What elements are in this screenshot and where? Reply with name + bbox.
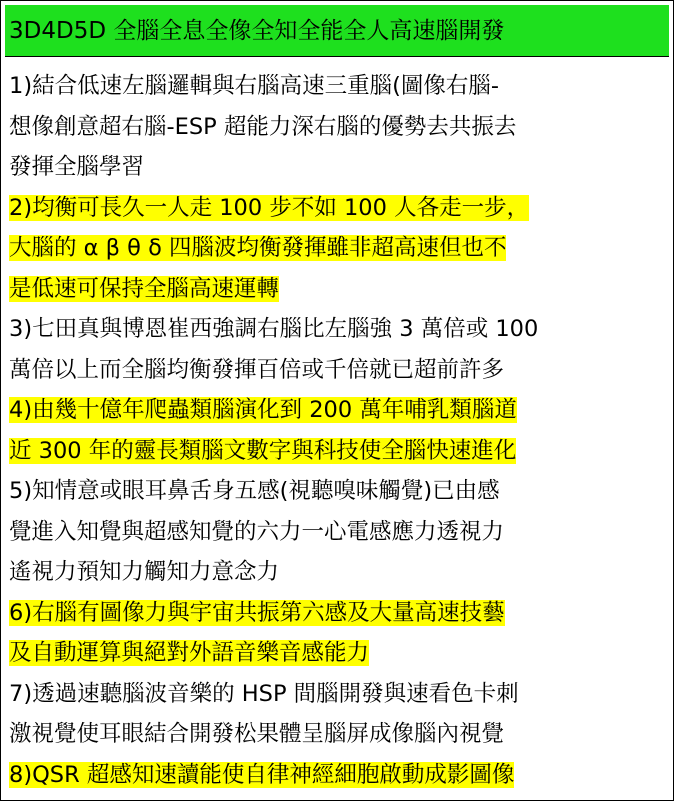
text-line [9,350,669,391]
text-line-highlighted [9,431,669,472]
line-text: 發揮全腦學習 [9,154,145,180]
line-text: 覺進入知覺與超感知覺的六力一心電感應力透視力 [9,518,505,545]
line-text: 及自動運算與絕對外語音樂音感能力 [9,640,370,666]
text-line [9,512,669,553]
line-text: 8)QSR 超感知速讀能使自律神經細胞啟動成影圖像 [9,761,515,788]
document-body [9,66,669,795]
line-text: 萬倍以上而全腦均衡發揮百倍或千倍就已超前許多 [9,356,505,383]
line-text: 2)均衡可長久一人走 100 步不如 100 人各走一步， [9,194,530,221]
line-text: 6)右腦有圖像力與宇宙共振第六感及大量高速技藝 [9,599,505,626]
text-line-highlighted [9,188,669,229]
text-line [9,714,669,755]
line-text: 遙視力預知力觸知力意念力 [9,559,280,585]
text-line-highlighted [9,228,669,269]
page-title: 3D4D5D 全腦全息全像全知全能全人高速腦開發 [5,5,669,57]
line-text: 近 300 年的靈長類腦文數字與科技使全腦快速進化 [9,437,517,464]
line-text: 是低速可保持全腦高速運轉 [9,275,280,302]
text-line [9,309,669,350]
text-line [9,552,669,593]
line-text: 激視覺使耳眼結合開發松果體呈腦屏成像腦內視覺 [9,721,505,747]
line-text: 4)由幾十億年爬蟲類腦演化到 200 萬年哺乳類腦道 [9,397,517,423]
text-line [9,674,669,715]
line-text: 3)七田真與博恩崔西強調右腦比左腦強 3 萬倍或 100 [9,316,539,342]
text-line [9,147,669,188]
line-text: 想像創意超右腦-ESP 超能力深右腦的優勢去共振去 [9,113,517,140]
text-line [9,66,669,107]
text-line [9,107,669,148]
text-line-highlighted [9,633,669,674]
line-text: 7)透過速聽腦波音樂的 HSP 間腦開發與速看色卡刺 [9,680,519,707]
text-line-highlighted [9,269,669,310]
text-line [9,471,669,512]
text-line-highlighted [9,593,669,634]
line-text: 5)知情意或眼耳鼻舌身五感(視聽嗅味觸覺)已由感 [9,478,500,504]
text-line-highlighted [9,390,669,431]
line-text: 1)結合低速左腦邏輯與右腦高速三重腦(圖像右腦- [9,73,499,99]
line-text: 大腦的 α β θ δ 四腦波均衡發揮雖非超高速但也不 [9,235,507,261]
text-line-highlighted [9,755,669,796]
